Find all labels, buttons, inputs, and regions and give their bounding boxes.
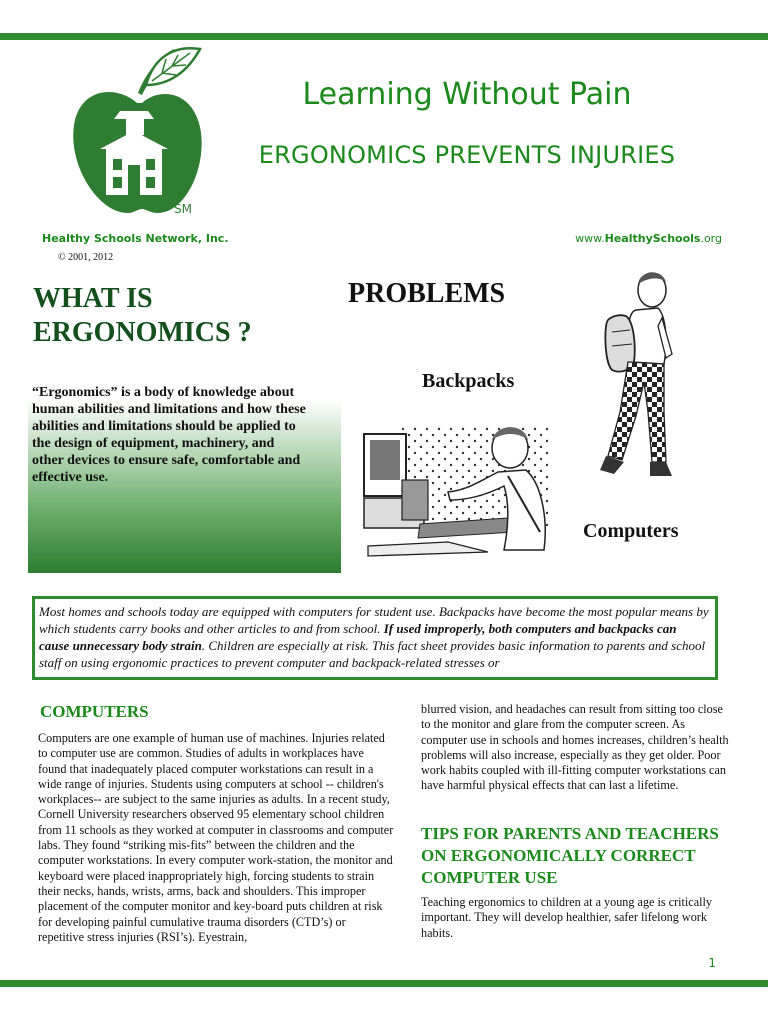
- tips-heading-line3: COMPUTER USE: [421, 868, 558, 887]
- tips-heading-line2: ON ERGONOMICALLY CORRECT: [421, 846, 696, 865]
- computers-body-right: blurred vision, and headaches can result from sitting too close to the monitor and glare from the computer screen. As computer use in schools and homes increases, children’s health problems will also increase, especially as they get older. Poor work habits coupled with ill-fitting computer workstations can have harmful physical effects that can last a lifetime.: [421, 702, 729, 793]
- website-suffix: .org: [700, 232, 722, 245]
- intro-text-bold: If used improperly, both computers and backpacks can cause unnecessary body strain: [39, 621, 677, 653]
- computers-body-left: Computers are one example of human use of machines. Injuries related to computer use are common. Studies of adults in workplaces have found that inadequately placed computer workstations can result in a wide range of injuries. Students using computers at school -- children's workplaces-- are subject to the same injuries as adults. In a recent study, Cornell University researchers observed 95 elementary school children from 11 schools as they worked at computer in classrooms and computer labs. They found “striking mis-fits” between the children and the computer workstations. In every computer work-station, the monitor and keyboard were placed inappropriately high, forcing students to strain their necks, hands, wrists, arms, back and shoulders. This improper placement of the computer monitor and key-board puts children at risk for developing painful cumulative trauma disorders (CTD’s) or repetitive stress injuries (RSI’s). Eyestrain,: [38, 731, 394, 944]
- child-at-computer-illustration: [358, 420, 554, 560]
- apple-schoolhouse-logo: [62, 45, 212, 225]
- intro-text-end: . Children are especially at risk. This fact sheet provides basic information to parents and school staff on using ergonomic practices to prevent computer and backpack-related stresses or: [39, 638, 706, 670]
- backpacks-label: Backpacks: [422, 370, 515, 392]
- ergonomics-definition: “Ergonomics” is a body of knowledge about human abilities and limitations and how these abilities and limitations should be applied to the design of equipment, machinery, and other devices to ensure safe, comfortable and effective use.: [32, 385, 306, 485]
- problems-heading: PROBLEMS: [348, 278, 506, 309]
- service-mark: SM: [174, 202, 192, 216]
- website-prefix: www.: [575, 232, 605, 245]
- ergonomics-heading-line2: ERGONOMICS ?: [33, 317, 252, 348]
- child-with-backpack-illustration: [592, 262, 684, 484]
- bottom-rule: [0, 980, 768, 987]
- copyright-notice: © 2001, 2012: [58, 252, 114, 263]
- tips-heading: [421, 823, 751, 889]
- document-subtitle: ERGONOMICS PREVENTS INJURIES: [258, 141, 676, 169]
- ergonomics-heading-line1: WHAT IS: [33, 283, 153, 314]
- tips-body: Teaching ergonomics to children at a young age is critically important. They will develop healthier, safer lifelong work habits.: [421, 895, 712, 940]
- organization-name: Healthy Schools Network, Inc.: [42, 232, 229, 245]
- top-rule: [0, 33, 768, 40]
- page-number: 1: [708, 956, 716, 970]
- intro-box: [32, 596, 718, 680]
- tips-heading-line1: TIPS FOR PARENTS AND TEACHERS: [421, 824, 719, 843]
- website-address: [575, 232, 722, 245]
- computers-heading: COMPUTERS: [40, 702, 149, 721]
- ergonomics-heading: [33, 282, 333, 350]
- intro-text-start: Most homes and schools today are equipped with computers for student use. Backpacks have become the most popular means by which students carry books and other articles to and from school.: [39, 604, 709, 636]
- computers-label: Computers: [583, 520, 679, 542]
- website-main: HealthySchools: [604, 232, 701, 245]
- document-title: Learning Without Pain: [302, 77, 632, 112]
